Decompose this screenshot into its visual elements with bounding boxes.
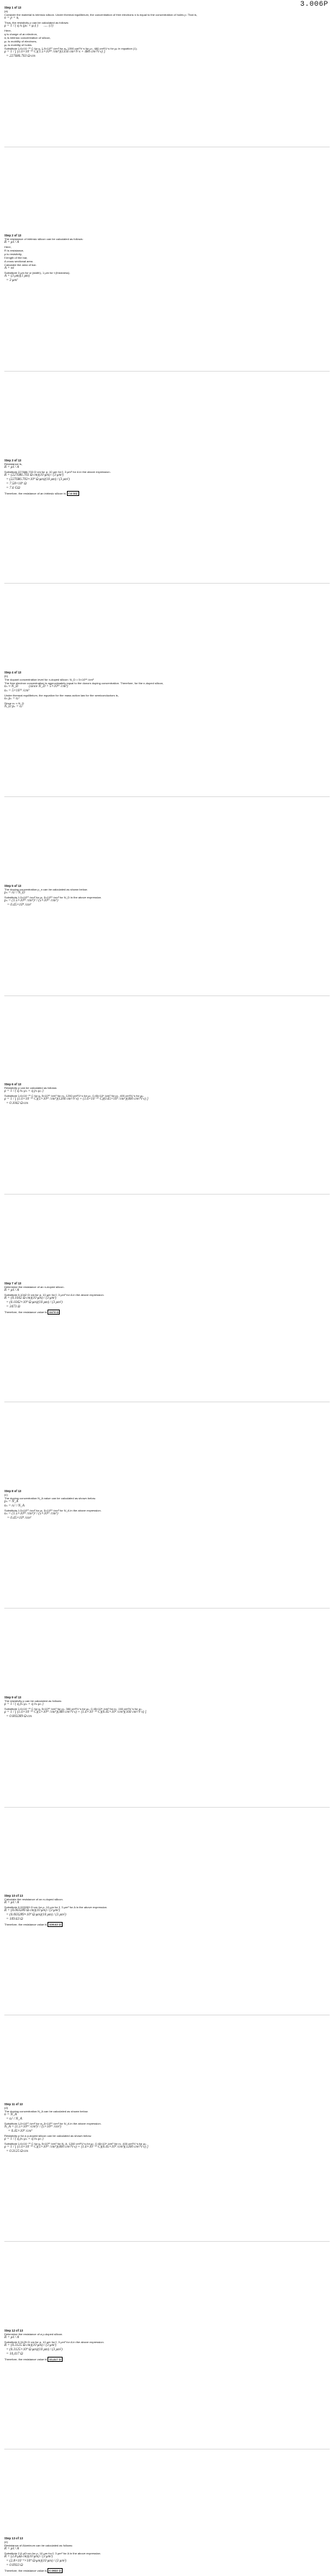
paragraph-text: (e) <box>4 2540 8 2544</box>
equation-text: pₙ = (1.5×10¹⁰ /cm³)² / (5×10¹⁶ /cm³) <box>4 899 58 903</box>
equation-text: R = (227686.703 Ω·cm)(10 μm) / (3 μm²) <box>4 473 64 477</box>
paragraph-text: Therefore, the resistance value is <box>4 1923 48 1927</box>
step-section <box>4 671 330 709</box>
step-divider <box>4 2362 330 2536</box>
equation-text: R = ρℓ / A <box>4 1288 19 1292</box>
text-line <box>4 1310 330 1315</box>
step-section <box>4 1894 330 1927</box>
step-heading-text: Step 11 of 13 <box>4 2102 23 2106</box>
equation-text: R = (0.3125 Ω·cm)(10 μm) / (3 μm²) <box>4 2343 57 2347</box>
paragraph-text: Substitute 2.8 μΩ·cm for ρ, 10 μm for ℓ, 3 μm² for A in the above expression. <box>4 2552 101 2555</box>
paragraph-text: Substitute 0.003289 Ω·cm for ρ, 10 μm for ℓ, 3 μm² for A in the above expression. <box>4 1905 108 1910</box>
equation-text: = 0.45×10⁴ /cm³ <box>4 1516 32 1520</box>
paragraph-text: Substitute 1.6×10⁻¹⁹ C for q, 5×10¹⁶ /cm³ for pₙ, 380 cm²/V·s for μₚ, 0.45×10⁴ /cm³ for nₙ, 160 cm²/V·s for μₙ. <box>4 1707 143 1711</box>
section-rule <box>4 1608 330 1609</box>
equation-text: ρ = 1 / ( q pₙ μₚ + q nₙ μₙ ) <box>4 1703 44 1706</box>
paragraph-text: Substitute 1.5×10¹⁰ /cm³ for nᵢ, 5×10¹⁶ /cm³ for N_A in the above expression. <box>4 1508 101 1512</box>
paragraph-text: The doping concentration N_A value can be calculated as shown below. <box>4 1496 96 1500</box>
equation-text: R = (2.8 μΩ·cm)(10 μm) / (3 μm²) <box>4 2555 53 2559</box>
step-divider <box>4 1315 330 1489</box>
equation-text: ρ = 1 / [ (1.6×10⁻¹⁹ C)(1.5×10¹⁰ /cm³)(1350 cm²/V·s + 480 cm²/V·s) ] <box>4 50 106 54</box>
step-heading-text: Step 4 of 13 <box>4 670 22 674</box>
equation-text: ρ = 1 / ( q pₙ μₚ + q nₙ μₙ ) <box>4 2137 44 2141</box>
paragraph-text: Substitute 1.5×10¹⁰ /cm³ for nᵢ, 5×10¹⁶ /cm³ for N_A in the above expression. <box>4 2121 101 2125</box>
equation-text: = 0.1042 Ω·cm <box>4 1102 28 1106</box>
paragraph-text: The doping concentration p_n can be calculated as shown below. <box>4 888 88 891</box>
paragraph-text: The resistivity ρ can be calculated as follows: <box>4 1699 62 1703</box>
paragraph-text: Resistance of Aluminum can be calculated as follows: <box>4 2544 73 2547</box>
equation-text: R = ρℓ / A <box>4 2335 19 2340</box>
paragraph-text: ℓ length of the bar, <box>4 256 28 260</box>
equation-text: = nᵢ² / N_A <box>4 2117 22 2121</box>
paragraph-text: Substitute 3 μm for w (width), 1 μm for t (thickness). <box>4 271 71 275</box>
final-answer-box: 0.0933 Ω <box>49 2569 61 2572</box>
paragraph-text: Consider the material is intrinsic silicon. Under thermal equilibrium, the concentration of free electrons n is equal to the concentration of holes p. That is, <box>4 13 197 17</box>
step-divider <box>4 1719 330 1894</box>
text-line <box>4 491 330 496</box>
paragraph-text: Substitute 0.3125 Ω·cm for ρ, 10 μm for ℓ, 3 μm² for A in the above expression. <box>4 2340 104 2344</box>
equation-text: = 227686.703 Ω·cm <box>4 55 35 58</box>
equation-text: nₙ = 5×10¹⁶ /cm³ <box>4 689 30 693</box>
section-rule <box>4 2241 330 2242</box>
step-section <box>4 884 330 908</box>
paragraph-text: The resistance of intrinsic silicon can be calculated as follows: <box>4 237 84 242</box>
equation-text: = (2.8×10⁻⁶×10⁴ Ω·μm)(10 μm) / (3 μm²) <box>4 2559 67 2563</box>
step-section <box>4 234 330 283</box>
step-section <box>4 6 330 59</box>
step-heading-text: Step 9 of 13 <box>4 1696 22 1699</box>
equation-text: = 7.58×10⁹ Ω <box>4 482 27 486</box>
paragraph-text: Since nₙ ≈ N_D <box>4 701 24 705</box>
step-heading-text: Step 3 of 13 <box>4 458 22 462</box>
paragraph-text: Substitute 1.6×10⁻¹⁹ C for q, 5×10¹⁶ /cm³ for nₙ, 1200 cm²/V·s for μₙ, 0.45×10⁴ /cm³ for pₙ, 400 cm²/V·s for μₚ. <box>4 1094 145 1098</box>
step-heading-text: Step 2 of 13 <box>4 234 22 238</box>
step-divider <box>4 1927 330 2102</box>
section-rule <box>4 1194 330 1195</box>
equation-text: = 3 μm² <box>4 279 18 283</box>
paragraph-text: ρ is resistivity, <box>4 252 22 257</box>
equation-text: = (0.3125×10⁴ Ω·μm)(10 μm) / (3 μm²) <box>4 2347 63 2352</box>
equation-text: ρ = 1 / [ (1.6×10⁻¹⁹ C)(5×10¹⁶ /cm³)(400 cm²/V·s) + (1.6×10⁻¹⁹ C)(0.45×10⁴ /cm³)(1200 cm²/V·s) ] <box>4 2145 148 2149</box>
step-divider <box>4 709 330 884</box>
step-divider <box>4 59 330 234</box>
paragraph-text: Resistivity ρ for a p-doped silicon can be calculated as shown below. <box>4 2133 92 2138</box>
section-rule <box>4 371 330 372</box>
step-section <box>4 1282 330 1315</box>
step-divider <box>4 1521 330 1696</box>
equation-text: R = ρℓ / A <box>4 465 19 469</box>
final-answer-box: 7.6 GΩ <box>68 491 78 495</box>
equation-text: A = (3 μm)(1 μm) <box>4 275 30 279</box>
equation-text: = (0.1042×10⁴ Ω·μm)(10 μm) / (3 μm²) <box>4 1300 63 1305</box>
step-divider <box>4 2154 330 2329</box>
paragraph-text: Resistance is, <box>4 461 22 466</box>
paragraph-text: Determine the resistance of a p-doped silicon. <box>4 2332 63 2336</box>
equation-text: pₙ = N_A <box>4 1499 19 1504</box>
paragraph-text: Substitute 227686.703 Ω·cm for ρ, 10 μm for ℓ, 3 μm² for A in the above expression. <box>4 469 111 474</box>
text-line <box>4 2568 330 2573</box>
step-heading-text: Step 10 of 13 <box>4 1894 23 1898</box>
equation-text: R = ρℓ / A <box>4 1901 19 1905</box>
final-answer-box: 3473 Ω <box>49 1310 59 1314</box>
document-id: 3.006P <box>299 1 328 9</box>
step-divider <box>4 283 330 458</box>
step-heading-text: Step 13 of 13 <box>4 2536 23 2540</box>
step-heading-text: Step 8 of 13 <box>4 1489 22 1493</box>
paragraph-text: (d) <box>4 2105 8 2110</box>
equation-text: = 0.45×10⁴ /cm³ <box>4 903 32 907</box>
equation-text: ρ = 1 / ( q nᵢ (μₙ + μₚ) ) ..... (1) <box>4 24 53 28</box>
paragraph-text: Substitute 1.6×10⁻¹⁹ C for q, 5×10¹⁶ /cm³ for N_A, 1200 cm²/V·s for μₙ, 0.45×10⁴ /cm³ for nₙ, 400 cm²/V·s for μₚ. <box>4 2141 147 2145</box>
equation-text: = 0.45×10⁴ /cm³ <box>4 2129 32 2133</box>
paragraph-text: (a) <box>4 9 8 13</box>
paragraph-text: μₚ is mobility of holes. <box>4 43 32 47</box>
paragraph-text: q is charge of an electron, <box>4 32 38 36</box>
equation-text: = (227686.703×10⁴ Ω·μm)(10 μm) / (3 μm²) <box>4 477 70 482</box>
equation-text: A = wt <box>4 267 14 271</box>
paragraph-text: Here, <box>4 245 12 249</box>
equation-text: N_D pₙ = nᵢ² <box>4 704 23 709</box>
section-rule <box>4 2449 330 2450</box>
step-section <box>4 1489 330 1521</box>
paragraph-text: Substitute 1.5×10¹⁰ /cm³ for nᵢ, 5×10¹⁶ /cm³ for N_D in the above expression. <box>4 896 102 899</box>
paragraph-text: Resistivity ρ can be calculated as follows: <box>4 1086 58 1090</box>
steps-container <box>4 6 330 2573</box>
equation-text: N_A = (1.5×10¹⁰ /cm³)² / (5×10¹⁶ /cm³) <box>4 2125 61 2129</box>
paragraph-text: Under thermal equilibrium, the equation for the mass action law for the semiconductors is, <box>4 693 119 697</box>
step-divider <box>4 496 330 671</box>
paragraph-text: Determine the resistance of an n-doped silicon. <box>4 1284 65 1289</box>
paragraph-text: Therefore, the resistance value is <box>4 2569 48 2572</box>
equation-text: = 7.6 GΩ <box>4 486 20 490</box>
step-section <box>4 1696 330 1719</box>
step-heading-text: Step 6 of 13 <box>4 1082 22 1087</box>
paragraph-text: A cross sectional area. <box>4 259 34 264</box>
section-rule <box>4 995 330 996</box>
equation-text: R = (0.003289 Ω·cm)(10 μm) / (3 μm²) <box>4 1909 60 1913</box>
paragraph-text: Substitute 1.6×10⁻¹⁹ C for q, 1.5×10¹⁰ /cm³ for nᵢ, 1350 cm²/V·s for μₙ, 480 cm²/V·s for μₚ in equation (1). <box>4 47 137 50</box>
equation-text: = 10,417 Ω <box>4 2352 23 2356</box>
equation-text: n = p = nᵢ <box>4 17 19 20</box>
paragraph-text: R is resistance, <box>4 249 24 253</box>
equation-text: ρ = 1 / ( q nₙ μₙ + q pₙ μₚ ) <box>4 1090 44 1094</box>
equation-text: pₙ = nᵢ² / N_D <box>4 891 25 895</box>
equation-text: R = ρℓ / A <box>4 241 19 245</box>
equation-text: R = (0.1042 Ω·cm)(10 μm) / (3 μm²) <box>4 1296 57 1300</box>
step-divider <box>4 1106 330 1281</box>
paragraph-text: μₙ is mobility of electrons, <box>4 40 37 43</box>
equation-text: nₙ ≈ N_D (since N_D = 5×10¹⁶ /cm³) <box>4 684 68 689</box>
equation-text: = (0.003289×10⁴ Ω·μm)(10 μm) / (3 μm²) <box>4 1913 66 1918</box>
equation-text: nₙ = nᵢ² / N_A <box>4 1504 24 1508</box>
equation-text: = 0.0933 Ω <box>4 2564 23 2567</box>
step-section <box>4 2536 330 2573</box>
paragraph-text: (b) <box>4 673 8 678</box>
paragraph-text: Therefore, the resistance value is <box>4 2357 48 2361</box>
paragraph-text: The dopant concentration level for n-doped silicon: N_D = 5×10¹⁶ /cm³ <box>4 677 94 681</box>
equation-text: nₙ pₙ = nᵢ² <box>4 696 19 701</box>
step-section <box>4 2329 330 2362</box>
paragraph-text: Substitute 0.1042 Ω·cm for ρ, 10 μm for ℓ, 3 μm² for A in the above expression. <box>4 1292 104 1297</box>
text-line <box>4 1922 330 1927</box>
equation-text: = 0.3125 Ω·cm <box>4 2149 28 2153</box>
equation-text: = 0.003289 Ω·cm <box>4 1715 32 1719</box>
paragraph-text: (c) <box>4 1492 8 1496</box>
step-section <box>4 459 330 496</box>
section-rule <box>4 1807 330 1808</box>
equation-text: ρ = 1 / [ (1.6×10⁻¹⁹ C)(5×10¹⁶ /cm³)(380 cm²/V·s) + (1.6×10⁻¹⁹ C)(0.45×10⁴ /cm³)(160 cm²/V·s) ] <box>4 1711 147 1714</box>
step-heading-text: Step 12 of 13 <box>4 2328 23 2332</box>
equation-text: n = N_A <box>4 2112 17 2117</box>
paragraph-text: Calculate the resistance of an n-doped silicon. <box>4 1898 63 1902</box>
step-heading-text: Step 1 of 13 <box>4 6 22 9</box>
paragraph-text: Here, <box>4 29 12 32</box>
final-answer-box: 10,417 Ω <box>49 2357 61 2361</box>
equation-text: R = ρℓ / A <box>4 2547 19 2551</box>
paragraph-text: Therefore, the resistance of an intrinsic silicon is <box>4 491 66 495</box>
step-heading-text: Step 5 of 13 <box>4 884 22 888</box>
equation-text: = 109.63 Ω <box>4 1918 23 1922</box>
paragraph-text: Therefore, the resistance value is <box>4 1310 48 1314</box>
paragraph-text: The doping concentration N_A can be calculated as shown below. <box>4 2109 89 2113</box>
step-section <box>4 1082 330 1106</box>
paragraph-text: nᵢ is intrinsic concentration of silicon, <box>4 36 51 40</box>
section-rule <box>4 796 330 797</box>
paragraph-text: The free electron concentration is approximately equal to the donors doping concentration. Therefore, for the n-doped silicon, <box>4 681 164 685</box>
equation-text: ρ = 1 / [ (1.6×10⁻¹⁹ C)(5×10¹⁶ /cm³)(1200 cm²/V·s) + (1.6×10⁻¹⁹ C)(0.45×10⁴ /cm³)(400 cm²/V·s) ] <box>4 1098 148 1102</box>
text-line <box>4 2357 330 2362</box>
section-rule <box>4 583 330 584</box>
equation-text: nₙ = (1.5×10¹⁰ /cm³)² / (5×10¹⁶ /cm³) <box>4 1512 58 1516</box>
step-divider <box>4 908 330 1082</box>
step-section <box>4 2102 330 2154</box>
equation-text: = 3473 Ω <box>4 1305 20 1309</box>
final-answer-box: 109.63 Ω <box>49 1923 61 1927</box>
paragraph-text: Thus, the resistivity ρ can be calculated as follows: <box>4 21 69 24</box>
paragraph-text: Calculate the area of bar. <box>4 263 37 267</box>
step-heading-text: Step 7 of 13 <box>4 1281 22 1285</box>
